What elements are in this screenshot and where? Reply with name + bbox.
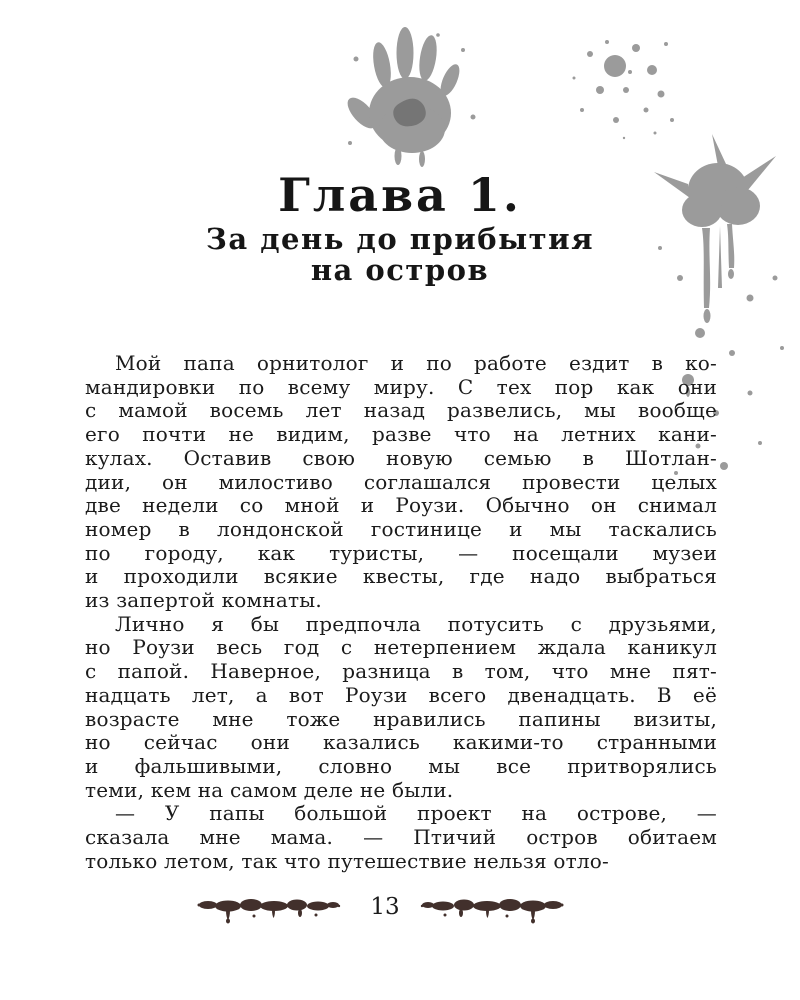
body-line: кулах. Оставив свою новую семью в Шотлан-: [85, 445, 717, 470]
body-line: его почти не видим, разве что на летних кани-: [85, 422, 717, 447]
body-line: Лично я бы предпочла потусить с друзьями,: [115, 611, 717, 636]
body-line: мандировки по всему миру. С тех пор как они: [85, 374, 717, 399]
footer-ornament-right-icon: [420, 896, 565, 928]
body-line: и фальшивыми, словно мы все притворялись: [85, 753, 717, 778]
body-line: но сейчас они казались какими-то странными: [85, 730, 717, 755]
body-line: сказала мне мама. — Птичий остров обитаем: [85, 825, 717, 850]
body-line: дии, он милостиво соглашался провести целых: [85, 469, 717, 494]
handprint-icon: [338, 25, 488, 170]
body-text: [85, 352, 717, 873]
body-line: надцать лет, а вот Роузи всего двенадцать. В её: [85, 682, 717, 707]
body-line: — У папы большой проект на острове, —: [115, 801, 717, 826]
body-line: Мой папа орнитолог и по работе ездит в ко-: [115, 351, 717, 375]
body-line: но Роузи весь год с нетерпением ждала каникул: [85, 635, 717, 660]
paragraph: [85, 613, 717, 803]
chapter-subtitle: [85, 224, 715, 286]
body-line: и проходили всякие квесты, где надо выбраться: [85, 564, 717, 589]
chapter-subtitle-line-1: За день до прибытия: [205, 222, 595, 256]
body-line: теми, кем на самом деле не были.: [85, 777, 454, 802]
body-line: с мамой восемь лет назад развелись, мы вообще: [85, 398, 717, 423]
body-line: с папой. Наверное, разница в том, что мне пят-: [85, 659, 717, 684]
paragraph: [85, 352, 717, 613]
chapter-title: Глава 1.: [278, 168, 522, 222]
paragraph: [85, 802, 717, 873]
body-line: возрасте мне тоже нравились папины визиты,: [85, 706, 717, 731]
body-line: номер в лондонской гостинице и мы таскались: [85, 516, 717, 541]
body-line: из запертой комнаты.: [85, 588, 322, 613]
body-line: по городу, как туристы, — посещали музеи: [85, 540, 717, 565]
body-line: две недели со мной и Роузи. Обычно он снимал: [85, 493, 717, 518]
body-line: только летом, так что путешествие нельзя отло-: [85, 848, 609, 873]
footer-ornament-left-icon: [196, 896, 341, 928]
page-number: 13: [370, 894, 400, 920]
chapter-subtitle-line-2: на остров: [310, 253, 490, 287]
